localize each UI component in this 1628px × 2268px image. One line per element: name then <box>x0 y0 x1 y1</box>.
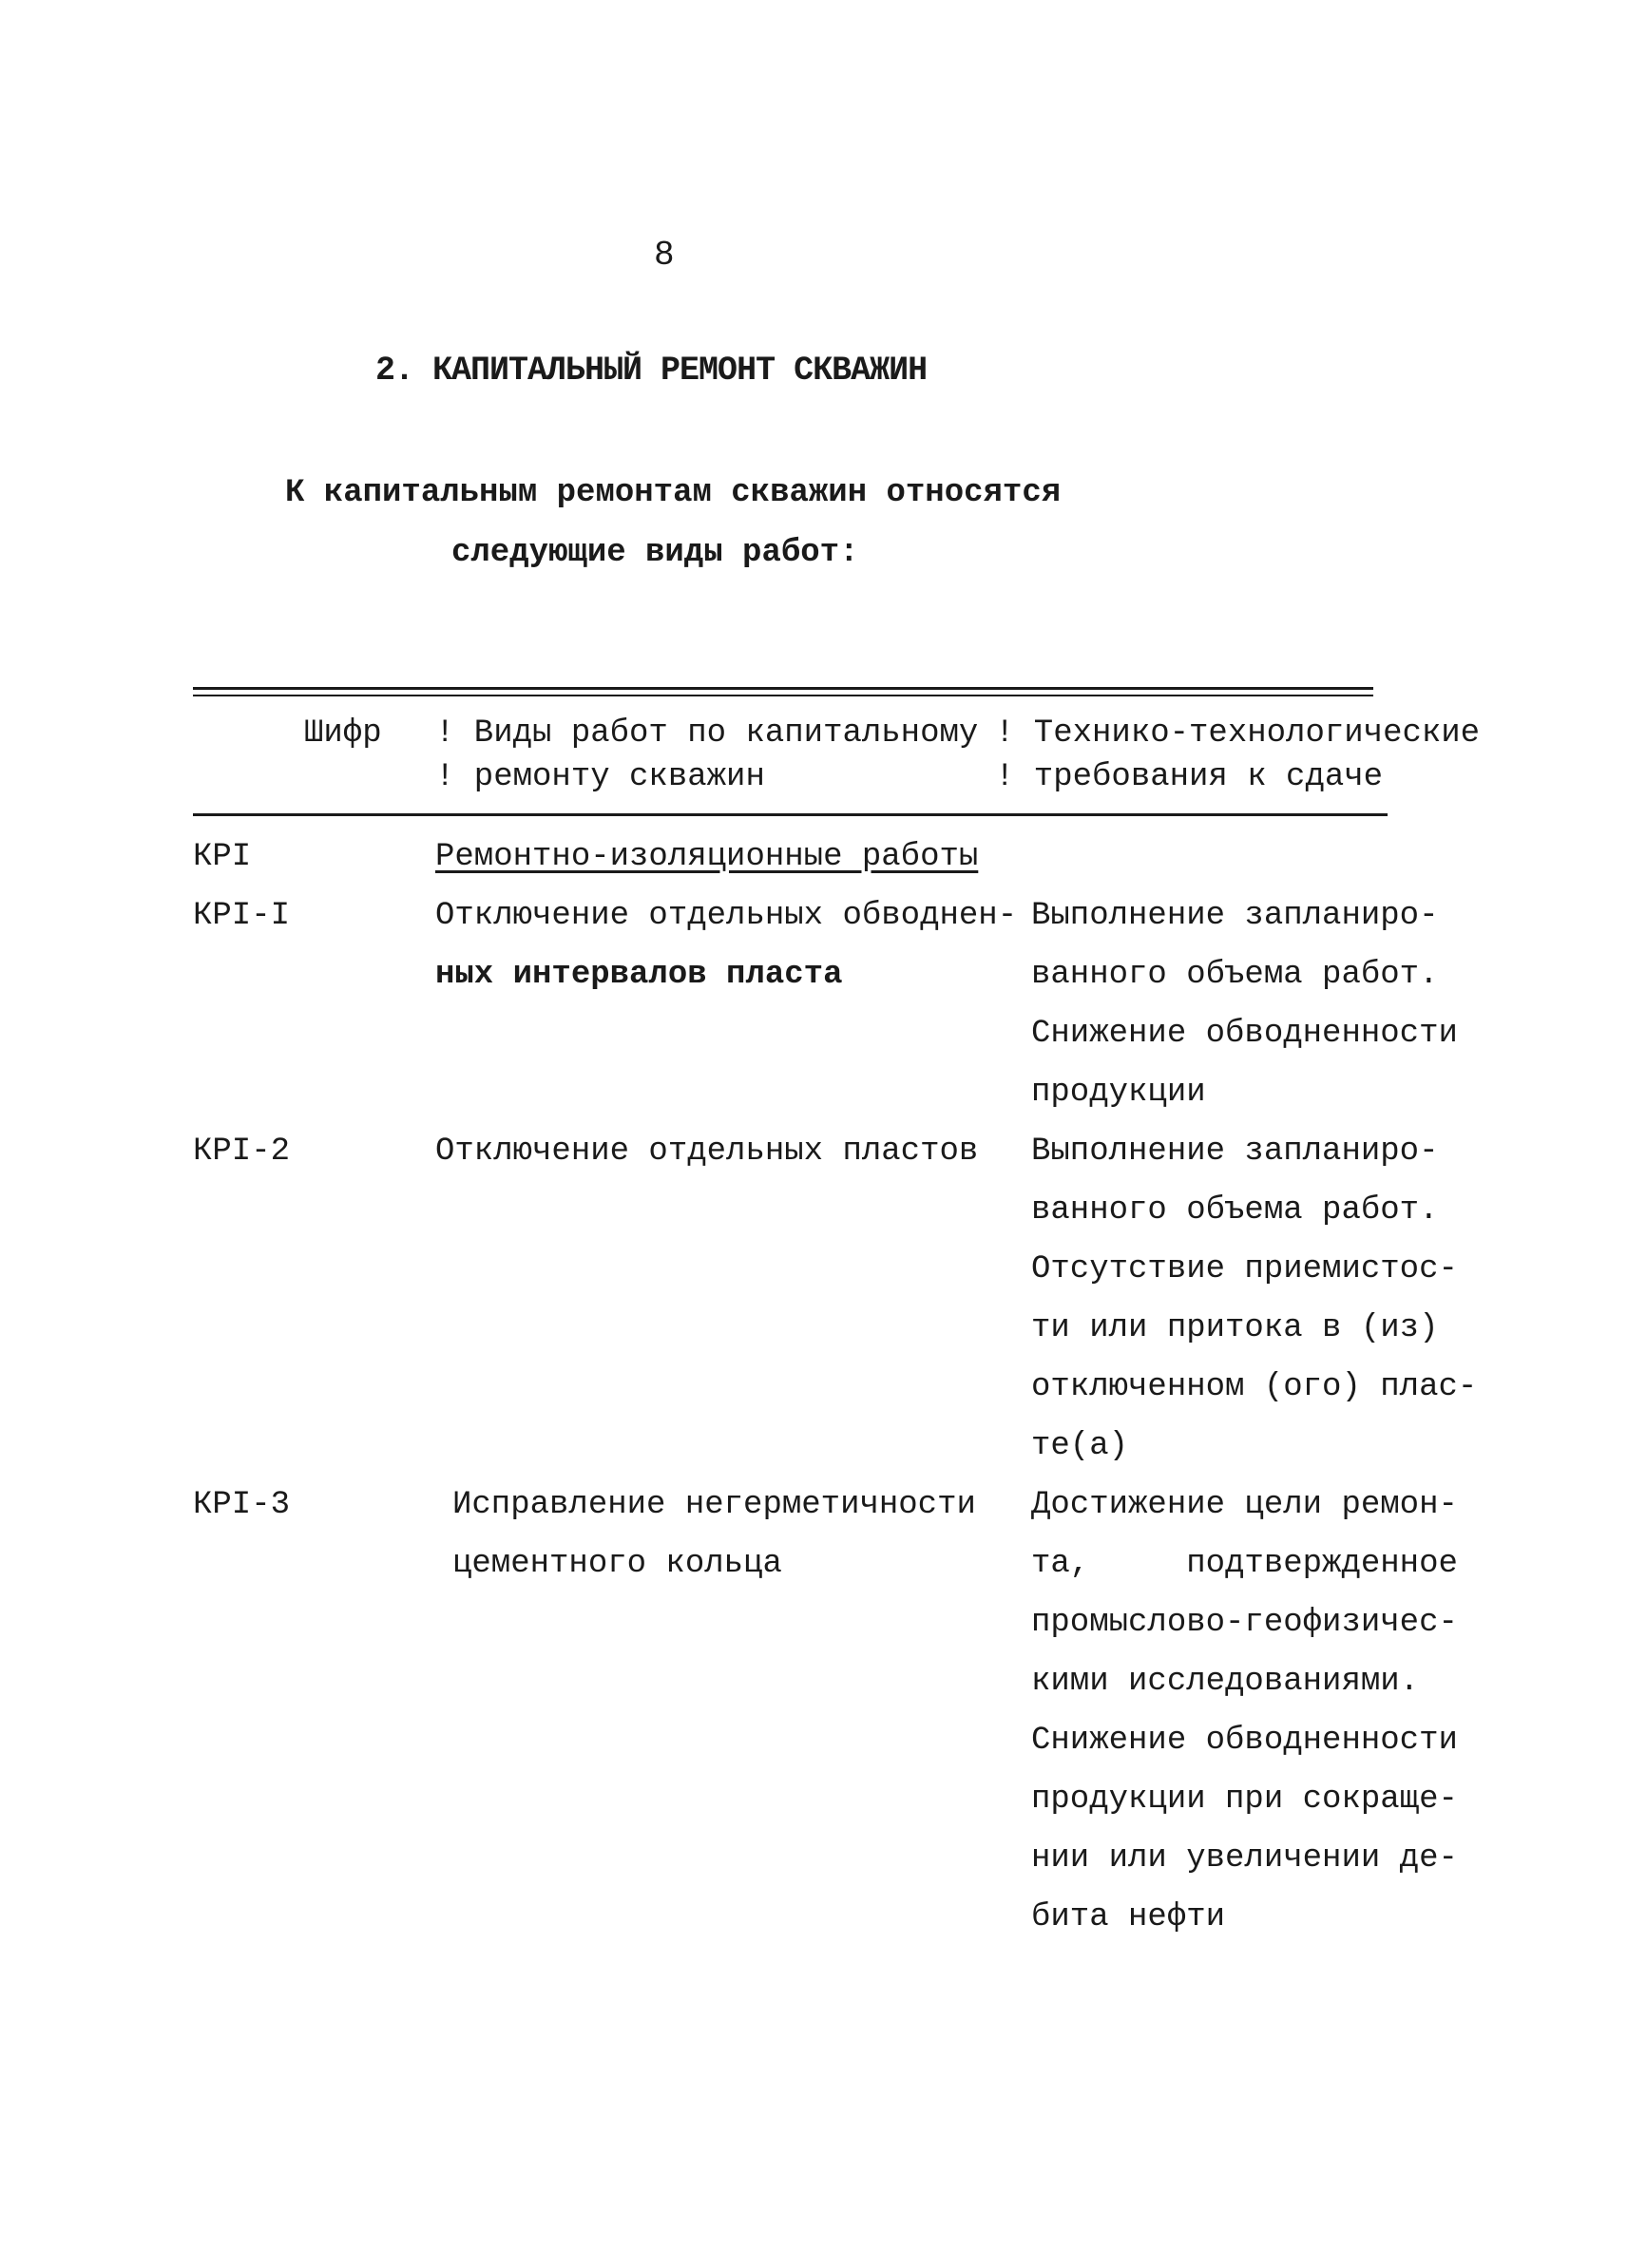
row-req-line: ванного объема работ. <box>1031 1192 1439 1229</box>
row-code-kr1-2: КРI-2 <box>193 1134 291 1170</box>
row-work-line: ных интервалов пласта <box>435 957 843 993</box>
table-top-rule-2 <box>193 695 1373 696</box>
row-req-line: те(а) <box>1031 1428 1129 1464</box>
row-work-line: Отключение отдельных обводнен- <box>435 898 1018 934</box>
header-req-line-1: ! Технико-технологические <box>995 715 1481 752</box>
row-req-line: Выполнение запланиро- <box>1031 898 1439 934</box>
intro-line-2: следующие виды работ: <box>451 535 859 571</box>
row-code-kr1-1: КРI-I <box>193 898 291 934</box>
row-work-line: Отключение отдельных пластов <box>435 1134 979 1170</box>
row-code-kr1-3: КРI-3 <box>193 1487 291 1523</box>
table-top-rule <box>193 687 1373 690</box>
row-req-line: ти или притока в (из) <box>1031 1310 1439 1346</box>
row-req-line: бита нефти <box>1031 1899 1226 1935</box>
row-req-line: Отсутствие приемистос- <box>1031 1251 1458 1287</box>
row-code-kr1: КРI <box>193 839 252 875</box>
row-req-line: Снижение обводненности <box>1031 1016 1458 1052</box>
header-req-line-2: ! требования к сдаче <box>995 759 1384 795</box>
row-req-line: продукции при сокраще- <box>1031 1782 1458 1818</box>
row-req-line: Достижение цели ремон- <box>1031 1487 1458 1523</box>
page-number: 8 <box>654 236 675 275</box>
header-code: Шифр <box>304 715 382 752</box>
table-header-bottom-rule <box>193 813 1388 816</box>
row-req-line: нии или увеличении де- <box>1031 1840 1458 1877</box>
row-work-line: цементного кольца <box>452 1546 782 1582</box>
row-req-line: та, подтвержденное <box>1031 1546 1458 1582</box>
row-work-line: Исправление негерметичности <box>452 1487 976 1523</box>
intro-line-1: К капитальным ремонтам скважин относятся <box>285 475 1062 511</box>
header-work-line-1: ! Виды работ по капитальному <box>435 715 979 752</box>
row-req-line: кими исследованиями. <box>1031 1664 1420 1700</box>
row-req-line: продукции <box>1031 1075 1206 1111</box>
row-req-line: отключенном (ого) плас- <box>1031 1369 1478 1405</box>
row-req-line: ванного объема работ. <box>1031 957 1439 993</box>
row-req-line: Снижение обводненности <box>1031 1723 1458 1759</box>
header-work-line-2: ! ремонту скважин <box>435 759 765 795</box>
row-work-kr1: Ремонтно-изоляционные работы <box>435 839 979 875</box>
row-req-line: промыслово-геофизичес- <box>1031 1605 1458 1641</box>
row-req-line: Выполнение запланиро- <box>1031 1134 1439 1170</box>
section-title: 2. КАПИТАЛЬНЫЙ РЕМОНТ СКВАЖИН <box>375 352 928 390</box>
